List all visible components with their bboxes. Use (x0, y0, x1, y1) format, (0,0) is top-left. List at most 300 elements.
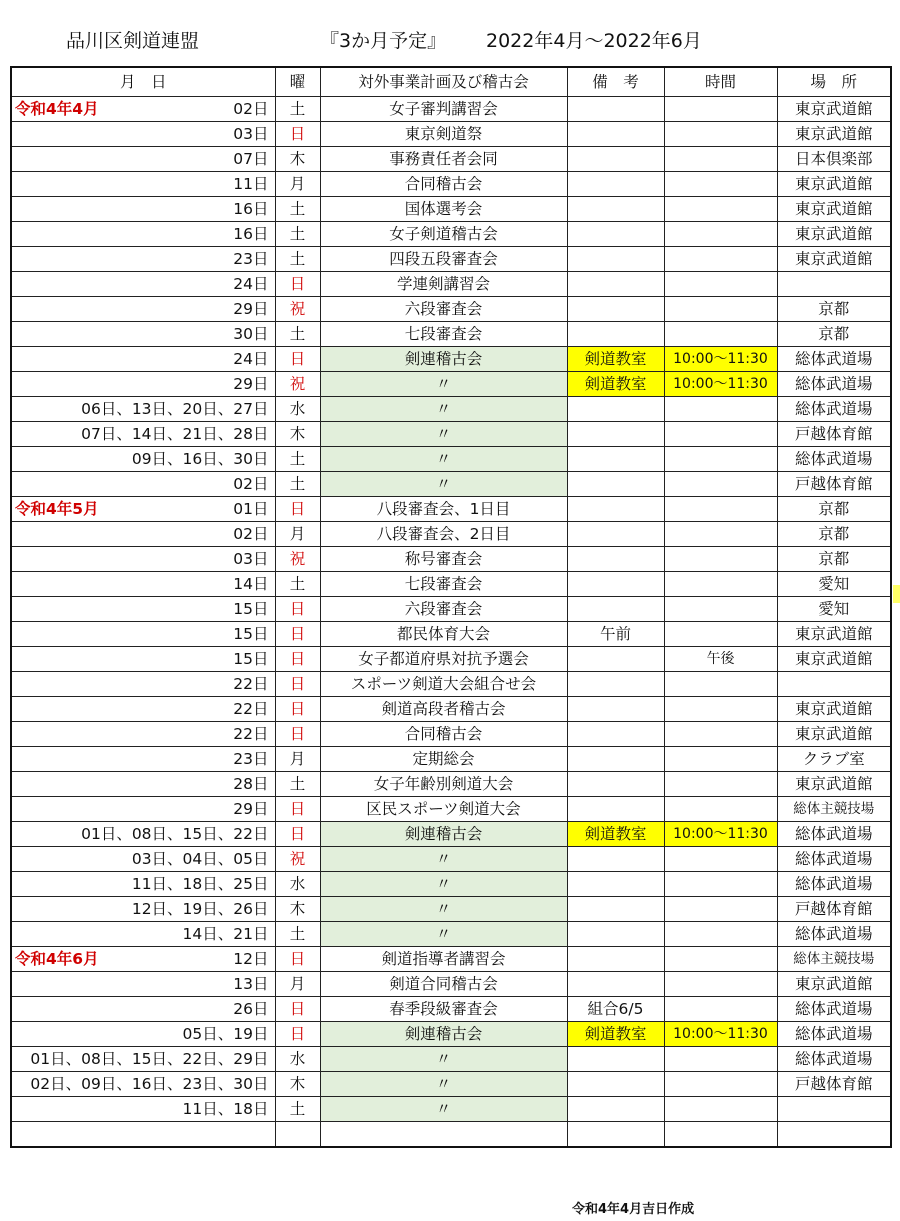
weekday-cell: 土 (275, 197, 320, 222)
time-cell (664, 997, 777, 1022)
event-cell: 春季段級審査会 (320, 997, 567, 1022)
column-header-note: 備 考 (567, 67, 664, 97)
note-cell (567, 572, 664, 597)
date-cell (11, 722, 275, 747)
column-header-date: 月 日 (11, 67, 275, 97)
table-row (11, 172, 891, 197)
note-cell (567, 897, 664, 922)
weekday-cell: 水 (275, 397, 320, 422)
day-label: 22日 (233, 700, 269, 718)
time-cell (664, 797, 777, 822)
date-cell (11, 672, 275, 697)
event-cell: 事務責任者会同 (320, 147, 567, 172)
place-cell: 東京武道館 (777, 247, 891, 272)
day-label: 24日 (233, 350, 269, 368)
place-cell (777, 1122, 891, 1148)
date-cell (11, 1072, 275, 1097)
weekday-cell: 日 (275, 272, 320, 297)
day-label: 03日、04日、05日 (131, 850, 269, 868)
date-cell (11, 1047, 275, 1072)
date-cell (11, 747, 275, 772)
table-row (11, 1022, 891, 1047)
note-cell (567, 797, 664, 822)
place-cell: 総体武道場 (777, 872, 891, 897)
day-label: 07日 (233, 150, 269, 168)
note-cell (567, 447, 664, 472)
day-label: 01日 (233, 500, 269, 518)
day-label: 01日、08日、15日、22日、29日 (30, 1050, 269, 1068)
place-cell: 愛知 (777, 572, 891, 597)
day-label: 07日、14日、21日、28日 (81, 425, 269, 443)
date-cell (11, 1097, 275, 1122)
column-header-time: 時間 (664, 67, 777, 97)
table-row (11, 697, 891, 722)
event-cell: 八段審査会、1日目 (320, 497, 567, 522)
place-cell: 東京武道館 (777, 622, 891, 647)
note-cell: 午前 (567, 622, 664, 647)
place-cell: 東京武道館 (777, 647, 891, 672)
weekday-cell: 日 (275, 797, 320, 822)
date-cell (11, 272, 275, 297)
table-row (11, 1097, 891, 1122)
table-row (11, 622, 891, 647)
note-cell (567, 697, 664, 722)
day-label: 29日 (233, 300, 269, 318)
column-header-weekday: 曜 (275, 67, 320, 97)
event-cell: 〃 (320, 397, 567, 422)
table-row (11, 872, 891, 897)
date-cell (11, 547, 275, 572)
place-cell: 日本倶楽部 (777, 147, 891, 172)
day-label: 02日 (233, 100, 269, 118)
table-row (11, 122, 891, 147)
date-cell (11, 347, 275, 372)
event-cell: 〃 (320, 422, 567, 447)
time-cell: 10:00～11:30 (664, 1022, 777, 1047)
note-cell (567, 322, 664, 347)
place-cell: 東京武道館 (777, 197, 891, 222)
note-cell (567, 847, 664, 872)
day-label: 22日 (233, 675, 269, 693)
day-label: 23日 (233, 750, 269, 768)
note-cell (567, 747, 664, 772)
event-cell: 都民体育大会 (320, 622, 567, 647)
date-cell (11, 897, 275, 922)
note-cell (567, 247, 664, 272)
event-cell: 〃 (320, 922, 567, 947)
day-label: 15日 (233, 625, 269, 643)
weekday-cell: 土 (275, 572, 320, 597)
table-row (11, 222, 891, 247)
time-cell (664, 222, 777, 247)
event-cell: 称号審査会 (320, 547, 567, 572)
time-cell (664, 947, 777, 972)
day-label: 03日 (233, 550, 269, 568)
place-cell: 総体武道場 (777, 922, 891, 947)
table-row (11, 747, 891, 772)
day-label: 09日、16日、30日 (131, 450, 269, 468)
date-cell (11, 472, 275, 497)
time-cell (664, 497, 777, 522)
time-cell (664, 922, 777, 947)
table-row (11, 972, 891, 997)
day-label: 15日 (233, 650, 269, 668)
event-cell: 六段審査会 (320, 297, 567, 322)
table-row (11, 147, 891, 172)
place-cell: 総体武道場 (777, 997, 891, 1022)
date-cell (11, 822, 275, 847)
time-cell: 10:00～11:30 (664, 372, 777, 397)
time-cell (664, 772, 777, 797)
place-cell: 総体武道場 (777, 347, 891, 372)
weekday-cell: 水 (275, 872, 320, 897)
note-cell (567, 397, 664, 422)
date-cell (11, 972, 275, 997)
table-row (11, 297, 891, 322)
event-cell: 〃 (320, 1072, 567, 1097)
table-row (11, 672, 891, 697)
date-cell (11, 297, 275, 322)
time-cell (664, 897, 777, 922)
event-cell: 定期総会 (320, 747, 567, 772)
date-cell (11, 322, 275, 347)
event-cell: 剣連稽古会 (320, 347, 567, 372)
day-label: 05日、19日 (182, 1025, 269, 1043)
weekday-cell: 木 (275, 1072, 320, 1097)
place-cell: 東京武道館 (777, 172, 891, 197)
weekday-cell: 日 (275, 622, 320, 647)
place-cell: 戸越体育館 (777, 1072, 891, 1097)
table-row (11, 572, 891, 597)
place-cell: 総体武道場 (777, 1022, 891, 1047)
time-cell (664, 872, 777, 897)
weekday-cell: 日 (275, 347, 320, 372)
time-cell (664, 722, 777, 747)
place-cell (777, 1097, 891, 1122)
table-row (11, 447, 891, 472)
table-row (11, 497, 891, 522)
table-row (11, 1047, 891, 1072)
note-cell (567, 147, 664, 172)
date-range: 2022年4月～2022年6月 (486, 30, 702, 52)
weekday-cell: 日 (275, 122, 320, 147)
month-label: 令和4年6月 (15, 950, 99, 968)
weekday-cell: 日 (275, 597, 320, 622)
weekday-cell: 土 (275, 222, 320, 247)
event-cell: 合同稽古会 (320, 172, 567, 197)
note-cell: 組合6/5 (567, 997, 664, 1022)
place-cell: 愛知 (777, 597, 891, 622)
event-cell: 剣連稽古会 (320, 822, 567, 847)
note-cell: 剣道教室 (567, 372, 664, 397)
note-cell (567, 122, 664, 147)
weekday-cell: 祝 (275, 372, 320, 397)
place-cell: 総体武道場 (777, 447, 891, 472)
weekday-cell: 月 (275, 972, 320, 997)
event-cell: 〃 (320, 472, 567, 497)
day-label: 16日 (233, 200, 269, 218)
weekday-cell: 月 (275, 747, 320, 772)
day-label: 29日 (233, 800, 269, 818)
place-cell: 総体主競技場 (777, 947, 891, 972)
note-cell: 剣道教室 (567, 347, 664, 372)
date-cell (11, 447, 275, 472)
note-cell (567, 97, 664, 122)
weekday-cell: 土 (275, 247, 320, 272)
note-cell (567, 672, 664, 697)
time-cell (664, 447, 777, 472)
date-cell (11, 597, 275, 622)
place-cell: 戸越体育館 (777, 422, 891, 447)
place-cell: 総体武道場 (777, 372, 891, 397)
time-cell (664, 597, 777, 622)
event-cell: 合同稽古会 (320, 722, 567, 747)
table-row (11, 797, 891, 822)
note-cell (567, 522, 664, 547)
day-label: 28日 (233, 775, 269, 793)
weekday-cell: 土 (275, 447, 320, 472)
note-cell (567, 1122, 664, 1148)
time-cell (664, 397, 777, 422)
date-cell (11, 247, 275, 272)
weekday-cell: 日 (275, 647, 320, 672)
date-cell (11, 847, 275, 872)
organization-name: 品川区剣道連盟 (66, 30, 200, 52)
time-cell (664, 547, 777, 572)
month-label: 令和4年4月 (15, 100, 99, 118)
place-cell: 戸越体育館 (777, 472, 891, 497)
note-cell (567, 922, 664, 947)
event-cell: 剣道高段者稽古会 (320, 697, 567, 722)
table-row (11, 1122, 891, 1148)
weekday-cell: 土 (275, 1097, 320, 1122)
day-label: 03日 (233, 125, 269, 143)
event-cell: スポーツ剣道大会組合せ会 (320, 672, 567, 697)
place-cell: 総体武道場 (777, 847, 891, 872)
month-label: 令和4年5月 (15, 500, 99, 518)
weekday-cell: 日 (275, 1022, 320, 1047)
table-row (11, 647, 891, 672)
place-cell: 戸越体育館 (777, 897, 891, 922)
table-row (11, 197, 891, 222)
event-cell: 〃 (320, 1047, 567, 1072)
time-cell (664, 247, 777, 272)
event-cell: 剣道指導者講習会 (320, 947, 567, 972)
weekday-cell: 日 (275, 722, 320, 747)
time-cell: 10:00～11:30 (664, 822, 777, 847)
note-cell (567, 297, 664, 322)
table-row (11, 422, 891, 447)
schedule-title: 『3か月予定』 (320, 30, 447, 52)
table-row (11, 822, 891, 847)
note-cell (567, 872, 664, 897)
day-label: 11日、18日 (182, 1100, 269, 1118)
note-cell (567, 472, 664, 497)
date-cell (11, 797, 275, 822)
table-row (11, 272, 891, 297)
day-label: 14日、21日 (182, 925, 269, 943)
day-label: 14日 (233, 575, 269, 593)
place-cell: 東京武道館 (777, 697, 891, 722)
place-cell: 東京武道館 (777, 97, 891, 122)
weekday-cell: 土 (275, 922, 320, 947)
table-row (11, 772, 891, 797)
created-date-note: 令和4年4月吉日作成 (572, 1202, 695, 1217)
time-cell (664, 322, 777, 347)
table-row (11, 1072, 891, 1097)
date-cell (11, 197, 275, 222)
weekday-cell: 日 (275, 672, 320, 697)
table-row (11, 597, 891, 622)
day-label: 02日 (233, 525, 269, 543)
event-cell: 女子都道府県対抗予選会 (320, 647, 567, 672)
time-cell (664, 97, 777, 122)
weekday-cell: 土 (275, 472, 320, 497)
date-cell (11, 1122, 275, 1148)
place-cell: 京都 (777, 297, 891, 322)
event-cell: 国体選考会 (320, 197, 567, 222)
column-header-place: 場 所 (777, 67, 891, 97)
table-header-row (11, 67, 891, 97)
date-cell (11, 1022, 275, 1047)
date-cell (11, 772, 275, 797)
weekday-cell: 日 (275, 822, 320, 847)
weekday-cell: 水 (275, 1047, 320, 1072)
date-cell (11, 97, 275, 122)
place-cell: 総体武道場 (777, 1047, 891, 1072)
table-row (11, 472, 891, 497)
time-cell (664, 747, 777, 772)
day-label: 13日 (233, 975, 269, 993)
place-cell: 東京武道館 (777, 122, 891, 147)
time-cell (664, 272, 777, 297)
event-cell: 六段審査会 (320, 597, 567, 622)
note-cell (567, 1097, 664, 1122)
place-cell (777, 672, 891, 697)
date-cell (11, 397, 275, 422)
place-cell: 京都 (777, 547, 891, 572)
note-cell (567, 722, 664, 747)
weekday-cell: 日 (275, 497, 320, 522)
table-row (11, 897, 891, 922)
time-cell (664, 672, 777, 697)
date-cell (11, 497, 275, 522)
date-cell (11, 922, 275, 947)
weekday-cell: 土 (275, 322, 320, 347)
place-cell: 東京武道館 (777, 972, 891, 997)
event-cell: 〃 (320, 897, 567, 922)
table-row (11, 322, 891, 347)
time-cell (664, 522, 777, 547)
date-cell (11, 372, 275, 397)
weekday-cell: 日 (275, 697, 320, 722)
day-label: 23日 (233, 250, 269, 268)
table-row (11, 722, 891, 747)
date-cell (11, 997, 275, 1022)
note-cell (567, 172, 664, 197)
table-row (11, 997, 891, 1022)
date-cell (11, 122, 275, 147)
note-cell (567, 497, 664, 522)
day-label: 30日 (233, 325, 269, 343)
weekday-cell: 土 (275, 772, 320, 797)
place-cell (777, 272, 891, 297)
event-cell: 〃 (320, 847, 567, 872)
event-cell: 八段審査会、2日目 (320, 522, 567, 547)
note-cell (567, 272, 664, 297)
time-cell (664, 622, 777, 647)
time-cell (664, 572, 777, 597)
place-cell: 京都 (777, 322, 891, 347)
note-cell (567, 772, 664, 797)
place-cell: 東京武道館 (777, 772, 891, 797)
table-row (11, 347, 891, 372)
weekday-cell: 日 (275, 947, 320, 972)
time-cell (664, 1097, 777, 1122)
column-header-event: 対外事業計画及び稽古会 (320, 67, 567, 97)
weekday-cell: 木 (275, 147, 320, 172)
time-cell (664, 847, 777, 872)
time-cell (664, 147, 777, 172)
event-cell: 〃 (320, 872, 567, 897)
place-cell: 総体武道場 (777, 822, 891, 847)
event-cell: 女子年齢別剣道大会 (320, 772, 567, 797)
time-cell (664, 172, 777, 197)
weekday-cell: 祝 (275, 297, 320, 322)
event-cell: 学連剣講習会 (320, 272, 567, 297)
day-label: 12日、19日、26日 (131, 900, 269, 918)
note-cell (567, 1072, 664, 1097)
note-cell (567, 422, 664, 447)
time-cell (664, 972, 777, 997)
time-cell (664, 297, 777, 322)
place-cell: 京都 (777, 497, 891, 522)
date-cell (11, 872, 275, 897)
table-row (11, 522, 891, 547)
place-cell: 総体主競技場 (777, 797, 891, 822)
time-cell (664, 1122, 777, 1148)
time-cell (664, 472, 777, 497)
date-cell (11, 697, 275, 722)
event-cell: 七段審査会 (320, 572, 567, 597)
weekday-cell: 月 (275, 172, 320, 197)
weekday-cell: 月 (275, 522, 320, 547)
place-cell: 京都 (777, 522, 891, 547)
table-row (11, 97, 891, 122)
note-cell (567, 972, 664, 997)
event-cell: 女子剣道稽古会 (320, 222, 567, 247)
event-cell: 七段審査会 (320, 322, 567, 347)
day-label: 06日、13日、20日、27日 (81, 400, 269, 418)
note-cell (567, 947, 664, 972)
day-label: 01日、08日、15日、22日 (81, 825, 269, 843)
event-cell: 剣連稽古会 (320, 1022, 567, 1047)
day-label: 15日 (233, 600, 269, 618)
date-cell (11, 572, 275, 597)
weekday-cell: 木 (275, 897, 320, 922)
note-cell (567, 1047, 664, 1072)
day-label: 26日 (233, 1000, 269, 1018)
schedule-table (10, 66, 892, 1148)
day-label: 22日 (233, 725, 269, 743)
note-cell (567, 597, 664, 622)
date-cell (11, 222, 275, 247)
weekday-cell: 祝 (275, 847, 320, 872)
day-label: 16日 (233, 225, 269, 243)
time-cell (664, 697, 777, 722)
event-cell: 女子審判講習会 (320, 97, 567, 122)
time-cell (664, 122, 777, 147)
